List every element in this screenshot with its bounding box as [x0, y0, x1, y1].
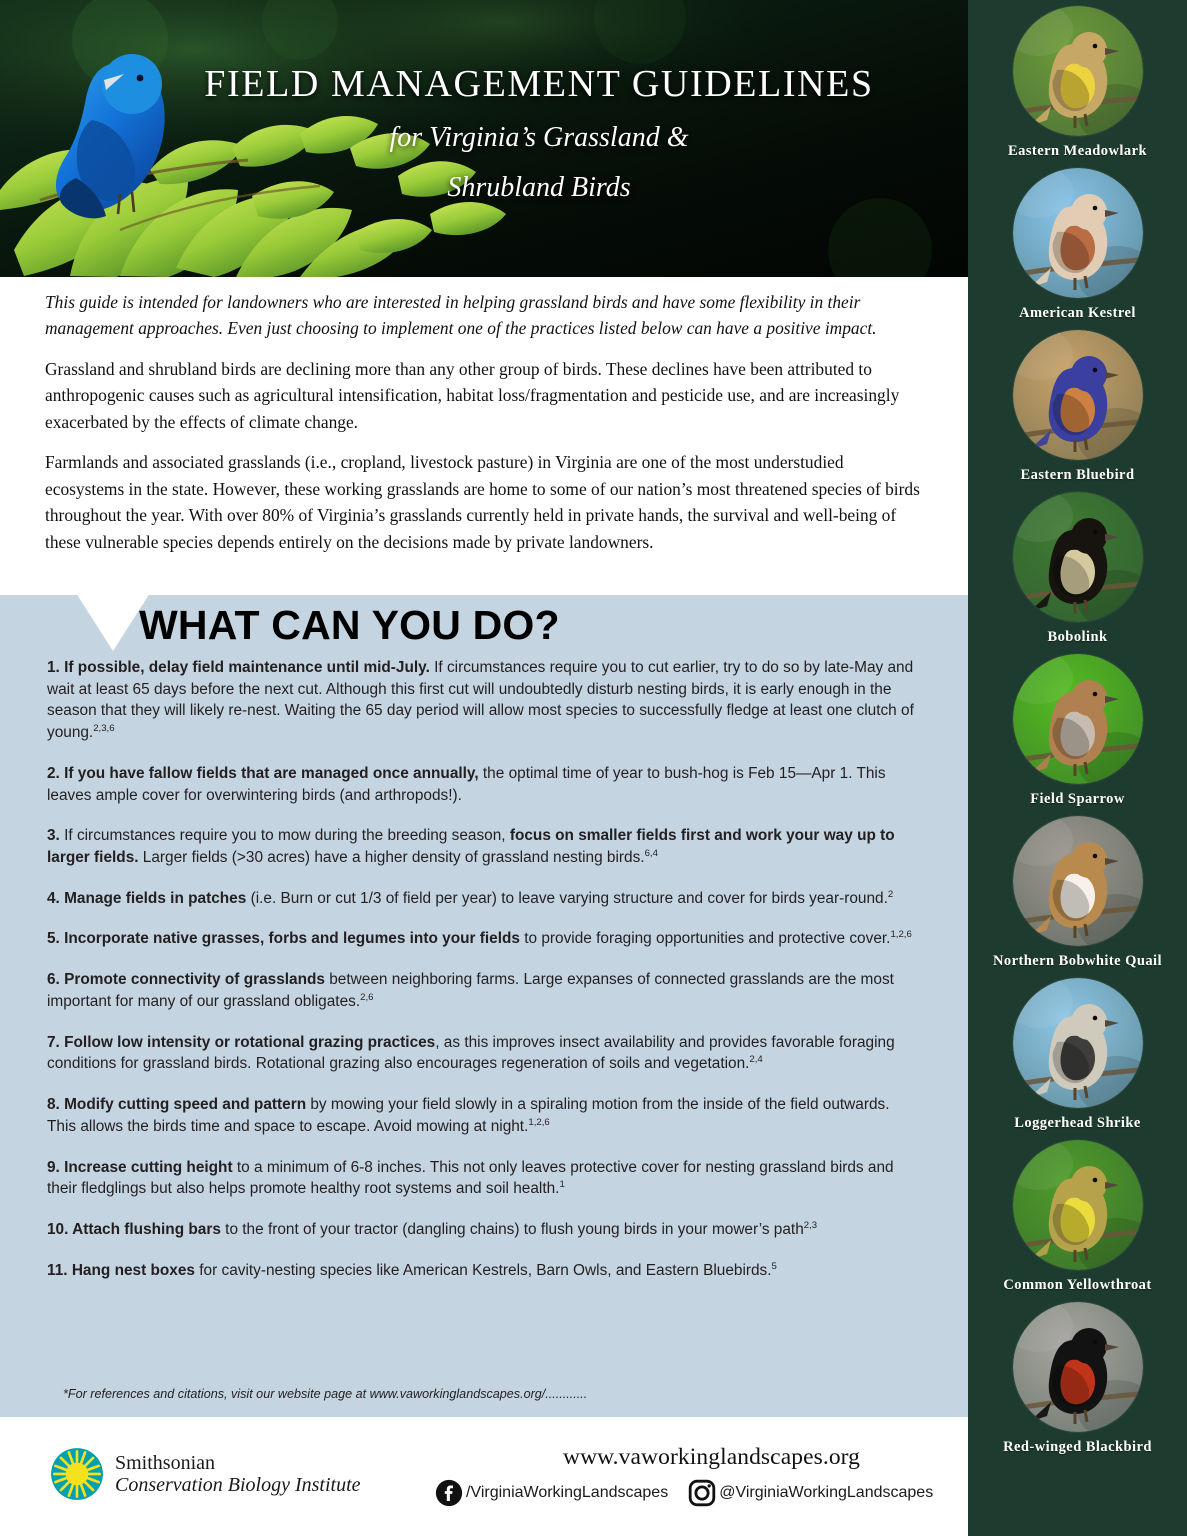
bird-illustration: [1013, 654, 1143, 784]
instagram-link[interactable]: [688, 1479, 933, 1507]
bird-card: [968, 816, 1187, 972]
bird-photo: [1013, 330, 1143, 460]
facebook-icon: [435, 1479, 463, 1507]
bird-card: [968, 1140, 1187, 1296]
bird-card: [968, 6, 1187, 162]
guideline-item: 2. If you have fallow fields that are managed once annually, the optimal time of year to bush-hog is Feb 15—Apr 1. This leaves ample cover for overwintering birds (and arthropods!).: [47, 764, 886, 804]
bird-caption: American Kestrel: [1019, 305, 1136, 321]
guideline-item: 1. If possible, delay field maintenance until mid-July. If circumstances require you to cut earlier, try to do so by late-May and wait at least 65 days before the next cut. Although this first cut will undoubtedly disturb nesting birds, it is early enough in the season that they will likely re-nest. Waiting the 65 day period will allow most species to successfully fledge at least one clutch of young.$^{2,3,6}$: [47, 659, 914, 742]
bird-card: [968, 654, 1187, 810]
bird-caption: Northern Bobwhite Quail: [992, 953, 1163, 969]
bird-card: [968, 168, 1187, 324]
bird-card: [968, 492, 1187, 648]
bird-card: [968, 978, 1187, 1134]
panel-heading: WHAT CAN YOU DO?: [139, 602, 560, 648]
bird-photo: [1013, 492, 1143, 622]
guideline-item: 9. Increase cutting height to a minimum of 6-8 inches. This not only leaves protective cover for nesting grassland birds and their fledglings but also helps promote healthy root systems and soil health.$^1$: [47, 1158, 894, 1198]
header-banner: [0, 0, 968, 277]
smithsonian-name: Smithsonian: [115, 1451, 216, 1474]
bird-photo: [1013, 1140, 1143, 1270]
bird-caption: Eastern Meadowlark: [1008, 143, 1147, 159]
guideline-item: 7. Follow low intensity or rotational grazing practices, as this improves insect availability and provides favorable foraging conditions for grassland birds. Rotational grazing also encourages regeneration of soils and vegetation.$^{2,4}$: [47, 1033, 895, 1073]
facebook-link[interactable]: [435, 1479, 668, 1507]
guideline-item: 3. If circumstances require you to mow during the breeding season, focus on smaller fields first and work your way up to larger fields. Larger fields (>30 acres) have a higher density of grassland nesting birds.$^{6,4}$: [47, 827, 895, 867]
bird-illustration: [1013, 6, 1143, 136]
page-title: FIELD MANAGEMENT GUIDELINES: [204, 63, 874, 105]
guideline-item: 10. Attach flushing bars to the front of your tractor (dangling chains) to flush young birds in your mower’s path$^{2,3}$: [47, 1219, 818, 1238]
guideline-item: 4. Manage fields in patches (i.e. Burn or cut 1/3 of field per year) to leave varying structure and cover for birds year-round.$^2$: [47, 888, 894, 907]
smithsonian-sunburst-icon: [50, 1447, 104, 1501]
instagram-icon: [688, 1479, 716, 1507]
bird-caption: Red-winged Blackbird: [1003, 1439, 1152, 1455]
references-footnote: *For references and citations, visit our website page at www.vaworkinglandscapes.org/............: [63, 1387, 588, 1401]
bird-illustration: [1013, 168, 1143, 298]
page-subtitle-line2: Shrubland Birds: [447, 172, 631, 203]
bird-illustration: [1013, 816, 1143, 946]
bird-illustration: [1013, 492, 1143, 622]
smithsonian-logo-block: [50, 1447, 361, 1501]
bird-illustration: [1013, 1302, 1143, 1432]
bird-caption: Bobolink: [1047, 629, 1108, 645]
bird-card: [968, 1302, 1187, 1458]
website-url[interactable]: www.vaworkinglandscapes.org: [563, 1444, 861, 1470]
smithsonian-unit: Conservation Biology Institute: [115, 1474, 361, 1496]
bird-caption: Common Yellowthroat: [1003, 1277, 1152, 1293]
bird-photo: [1013, 978, 1143, 1108]
guideline-item: 6. Promote connectivity of grasslands between neighboring farms. Large expanses of connected grasslands are the most important for many of our grassland obligates.$^{2,6}$: [47, 971, 894, 1010]
intro-lead-paragraph: This guide is intended for landowners who are interested in helping grassland birds and have some flexibility in their management approaches. Even just choosing to implement one of the practices listed below can have a positive impact.: [45, 292, 877, 339]
intro-section: [0, 277, 968, 569]
bird-photo: [1013, 168, 1143, 298]
bird-card: [968, 330, 1187, 486]
bird-gallery-sidebar: [968, 0, 1187, 1536]
facebook-handle: /VirginiaWorkingLandscapes: [466, 1484, 669, 1501]
bird-caption: Loggerhead Shrike: [1014, 1115, 1141, 1131]
bird-photo: [1013, 816, 1143, 946]
guidelines-list: [47, 657, 921, 1300]
smithsonian-wordmark: [115, 1452, 361, 1497]
bird-caption: Eastern Bluebird: [1020, 467, 1135, 483]
page-subtitle-line1: for Virginia’s Grassland &: [389, 122, 689, 153]
bird-caption: Field Sparrow: [1030, 791, 1125, 807]
social-links: [435, 1479, 953, 1507]
indigo-bunting-hero-image: [0, 0, 968, 277]
instagram-handle: @VirginiaWorkingLandscapes: [719, 1484, 934, 1501]
intro-paragraph-2: Grassland and shrubland birds are declining more than any other group of birds. These declines have been attributed to anthropogenic causes such as agricultural intensification, habitat loss/fragmentation and pesticide use, and are increasingly exacerbated by the effects of climate change.: [45, 358, 900, 432]
intro-paragraph-3: Farmlands and associated grasslands (i.e., cropland, livestock pasture) in Virginia are one of the most understudied ecosystems in the state. However, these working grasslands are home to some of our nation’s most threatened species of birds throughout the year. With over 80% of Virginia’s grasslands currently held in private hands, the survival and well-being of these vulnerable species depends entirely on the decisions made by private landowners.: [45, 452, 920, 552]
guideline-item: 8. Modify cutting speed and pattern by mowing your field slowly in a spiraling motion from the inside of the field outwards. This allows the birds time and space to escape. Avoid mowing at night.$^{1,2,6}$: [47, 1096, 890, 1135]
bird-illustration: [1013, 1140, 1143, 1270]
what-can-you-do-panel: [0, 595, 968, 1417]
bird-illustration: [1013, 978, 1143, 1108]
guideline-item: 11. Hang nest boxes for cavity-nesting species like American Kestrels, Barn Owls, and Eastern Bluebirds.$^5$: [47, 1260, 777, 1279]
page-footer: [0, 1417, 968, 1536]
bird-illustration: [1013, 330, 1143, 460]
bird-photo: [1013, 6, 1143, 136]
bird-photo: [1013, 654, 1143, 784]
guideline-item: 5. Incorporate native grasses, forbs and legumes into your fields to provide foraging opportunities and protective cover.$^{1,2,6}$: [47, 929, 912, 948]
bird-photo: [1013, 1302, 1143, 1432]
